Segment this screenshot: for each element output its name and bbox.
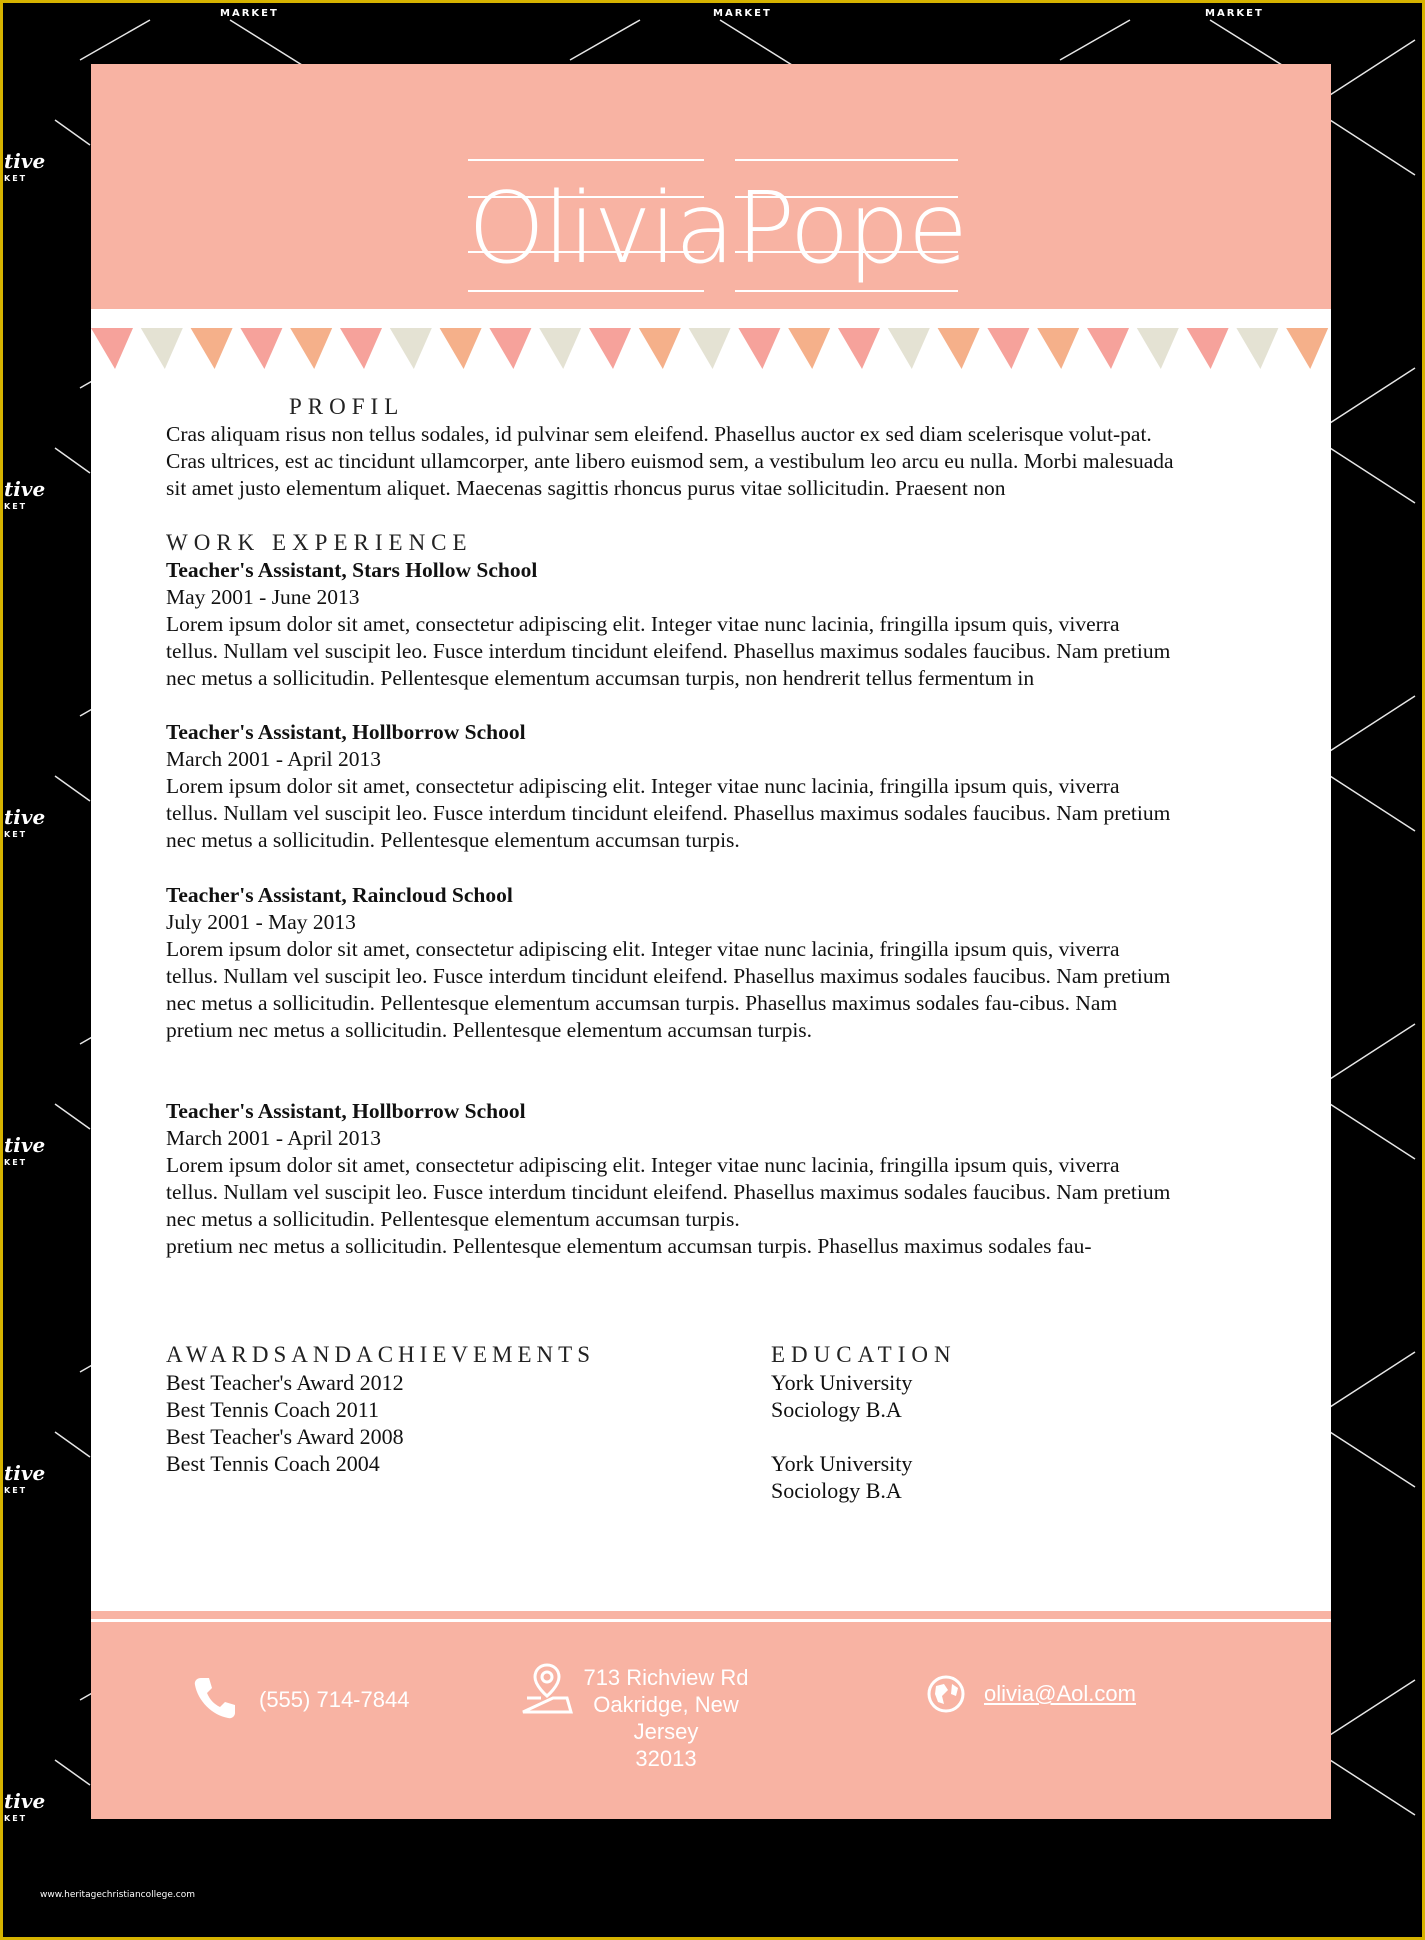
bunting-flag [888, 328, 930, 369]
background-line [720, 20, 800, 70]
job-description: Lorem ipsum dolor sit amet, consectetur adipiscing elit. Integer vitae nunc lacinia, fringilla ipsum quis, viverra tellus. Nullam vel suscipit leo. Fusce interdum tincidunt eleifend. Phasellus maximus sodales faucibus. Nam pretium nec metus a sollicitudin. Pellentesque elementum accumsan turpis. [166, 1153, 1171, 1231]
list-item: Sociology B.A [771, 1397, 902, 1422]
watermark-top-center: MARKET [713, 8, 772, 19]
bunting-flag [1187, 328, 1229, 369]
phone-number: (555) 714-7844 [259, 1687, 410, 1712]
job-title: Teacher's Assistant, Raincloud School [166, 883, 513, 907]
side-watermark: tive KET [4, 1461, 46, 1495]
background-line [55, 776, 90, 801]
bunting-flag [838, 328, 880, 369]
background-line [1330, 1352, 1415, 1407]
background-line [1330, 776, 1415, 831]
bunting-flag [141, 328, 183, 369]
background-line [1330, 1024, 1415, 1079]
job-entry [166, 1098, 1176, 1260]
first-name: Olivia [468, 172, 733, 286]
job-title: Teacher's Assistant, Hollborrow School [166, 720, 526, 744]
profile-text: Cras aliquam risus non tellus sodales, id pulvinar sem eleifend. Phasellus auctor ex sed diam scelerisque volut-pat. Cras ultrices, est ac tincidunt ullamcorper, ante libero euismod sem, a vestibulum leo arcu eu nulla. Morbi malesuada sit amet justo elementum aliquet. Maecenas sagittis rhoncus purus vitae sollicitudin. Praesent non [166, 422, 1174, 500]
bunting-flag [539, 328, 581, 369]
globe-icon [926, 1674, 966, 1714]
background-line [1330, 1104, 1415, 1159]
bunting-flag [1087, 328, 1129, 369]
background-line [1060, 20, 1130, 60]
list-item: York University [771, 1451, 913, 1476]
education-list [771, 1369, 912, 1504]
last-name: Pope [736, 172, 967, 286]
bunting-flag [390, 328, 432, 369]
side-watermark: tive KET [4, 1789, 46, 1823]
awards-heading: AWARDSANDACHIEVEMENTS [166, 1342, 595, 1367]
job-entry [166, 719, 1176, 854]
job-entry [166, 557, 1176, 692]
job-entry [166, 882, 1176, 1044]
job-dates: March 2001 - April 2013 [166, 1126, 381, 1150]
contact-footer [91, 1622, 1331, 1819]
bunting-flag [788, 328, 830, 369]
list-item: Best Teacher's Award 2012 [166, 1370, 404, 1395]
bunting-flag [738, 328, 780, 369]
job-description: Lorem ipsum dolor sit amet, consectetur adipiscing elit. Integer vitae nunc lacinia, fringilla ipsum quis, viverra tellus. Nullam vel suscipit leo. Fusce interdum tincidunt eleifend. Phasellus maximus sodales faucibus. Nam pretium nec metus a sollicitudin. Pellentesque elementum accumsan turpis. [166, 774, 1171, 852]
address [566, 1664, 766, 1772]
job-title: Teacher's Assistant, Stars Hollow School [166, 558, 538, 582]
bunting-flag [938, 328, 980, 369]
bunting-flag [1137, 328, 1179, 369]
side-watermark: tive KET [4, 1133, 46, 1167]
job-description: Lorem ipsum dolor sit amet, consectetur adipiscing elit. Integer vitae nunc lacinia, fringilla ipsum quis, viverra tellus. Nullam vel suscipit leo. Fusce interdum tincidunt eleifend. Phasellus maximus sodales faucibus. Nam pretium nec metus a sollicitudin. Pellentesque elementum accumsan turpis. Phasellus maximus sodales fau-cibus. Nam pretium nec metus a sollicitudin. Pellentesque elementum accumsan turpis. [166, 937, 1171, 1042]
job-dates: July 2001 - May 2013 [166, 910, 356, 934]
bunting-flag [689, 328, 731, 369]
bunting-flag [489, 328, 531, 369]
bunting-flag [290, 328, 332, 369]
list-item: Best Teacher's Award 2008 [166, 1424, 404, 1449]
side-watermark: tive KET [4, 805, 46, 839]
job-dates: May 2001 - June 2013 [166, 585, 360, 609]
phone-icon [191, 1674, 239, 1722]
list-item: Best Tennis Coach 2004 [166, 1451, 380, 1476]
background-line [1330, 1680, 1415, 1735]
work-experience-heading: WORK EXPERIENCE [166, 530, 473, 555]
background-line [230, 20, 310, 70]
job-dates: March 2001 - April 2013 [166, 747, 381, 771]
background-line [1330, 696, 1415, 751]
footer-stripe [91, 1611, 1331, 1619]
background-line [570, 20, 640, 60]
background-line [1330, 1760, 1415, 1815]
background-line [55, 1432, 90, 1457]
name-logo [468, 159, 967, 299]
background-line [1210, 20, 1290, 70]
background-line [80, 20, 150, 60]
address-line: 32013 [635, 1746, 697, 1771]
list-item: Sociology B.A [771, 1478, 902, 1503]
job-title: Teacher's Assistant, Hollborrow School [166, 1099, 526, 1123]
background-line [1330, 1432, 1415, 1487]
address-line: Oakridge, New Jersey [593, 1692, 739, 1744]
address-line: 713 Richview Rd [583, 1665, 749, 1690]
job-description-extra: pretium nec metus a sollicitudin. Pellentesque elementum accumsan turpis. Phasellus maximus sodales fau- [166, 1234, 1092, 1258]
background-line [55, 1760, 90, 1785]
bunting-flag [1286, 328, 1328, 369]
bunting-flag [440, 328, 482, 369]
bunting-flags [91, 326, 1331, 376]
background-line [1330, 368, 1415, 423]
bunting-flag [340, 328, 382, 369]
watermark-top-right: MARKET [1205, 8, 1264, 19]
watermark-top-left: MARKET [220, 8, 279, 19]
bunting-flag [987, 328, 1029, 369]
background-line [55, 120, 90, 145]
bunting-flag [1236, 328, 1278, 369]
education-heading: EDUCATION [771, 1342, 957, 1367]
email-link[interactable]: olivia@Aol.com [984, 1681, 1136, 1706]
background-line [55, 1104, 90, 1129]
bunting-flag [91, 328, 133, 369]
awards-list [166, 1369, 404, 1477]
bunting-flag [191, 328, 233, 369]
background-line [1330, 40, 1415, 95]
bunting-flag [589, 328, 631, 369]
list-item: Best Tennis Coach 2011 [166, 1397, 379, 1422]
credit-url: www.heritagechristiancollege.com [40, 1890, 195, 1900]
job-description: Lorem ipsum dolor sit amet, consectetur adipiscing elit. Integer vitae nunc lacinia, fringilla ipsum quis, viverra tellus. Nullam vel suscipit leo. Fusce interdum tincidunt eleifend. Phasellus maximus sodales faucibus. Nam pretium nec metus a sollicitudin. Pellentesque elementum accumsan turpis, non hendrerit tellus fermentum in [166, 612, 1171, 690]
bunting-flag [1037, 328, 1079, 369]
bunting-flag [240, 328, 282, 369]
resume-page [91, 64, 1331, 1819]
profile-heading: PROFIL [289, 394, 405, 419]
background-line [55, 448, 90, 473]
bunting-flag [639, 328, 681, 369]
side-watermark: tive KET [4, 477, 46, 511]
background-line [1330, 448, 1415, 503]
background-line [1330, 120, 1415, 175]
list-item: York University [771, 1370, 913, 1395]
side-watermark: tive KET [4, 149, 46, 183]
header-banner [91, 64, 1331, 309]
